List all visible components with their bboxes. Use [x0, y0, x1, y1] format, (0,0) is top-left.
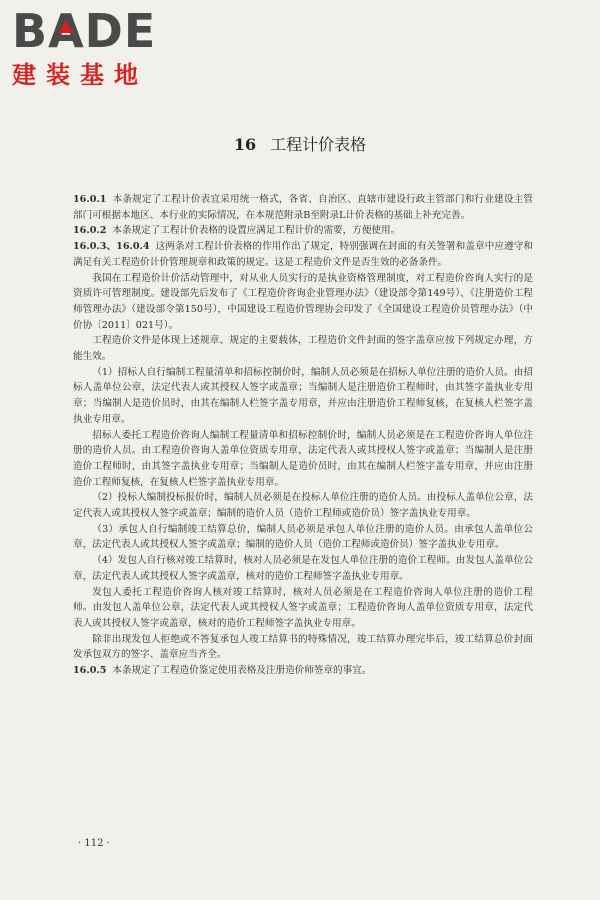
clause-text: 本条规定了工程造价鉴定使用表格及注册造价师签章的事宜。	[112, 665, 372, 677]
paragraph: 招标人委托工程造价咨询人编制工程量清单和招标控制价时，编制人员必须是在工程造价咨询人单位注册的造价人员。由工程造价咨询人盖单位资质专用章，法定代表人或其授权人签字或盖章；当编制人是注册造价工程师时，由其签字盖执业专用章；当编制人是造价员时，由其在编制人栏签字盖专用章，并应由注册造价工程师复核，在复核人栏签字盖执业专用章。	[73, 429, 533, 488]
paragraph: 工程造价文件是体现上述规章、规定的主要载体，工程造价文件封面的签字盖章应按下列规定办理，方能生效。	[73, 335, 533, 363]
clause-16-0-2	[73, 223, 533, 239]
logo-letters-de: DE	[84, 4, 157, 58]
clause-text: 这两条对工程计价表格的作用作出了规定，特别强调在封面的有关签署和盖章中应遵守和满足有关工程造价计价管理规章和政策的规定。这是工程造价文件是否生效的必备条件。	[73, 241, 534, 268]
logo-triangle-icon	[58, 21, 74, 33]
clause-16-0-1	[73, 192, 533, 223]
chapter-number: 16	[233, 135, 257, 154]
paragraph: （3）承包人自行编制竣工结算总价，编制人员必须是承包人单位注册的造价人员。由承包人盖单位公章，法定代表人或其授权人签字或盖章；编制的造价人员（造价工程师或造价员）签字盖执业专用章。	[73, 523, 533, 551]
chapter-heading	[0, 132, 600, 155]
paragraph: （1）招标人自行编制工程量清单和招标控制价时，编制人员必须是在招标人单位注册的造价人员。由招标人盖单位公章，法定代表人或其授权人签字或盖章；当编制人是注册造价工程师时，由其签字盖执业专用章；当编制人是造价员时，由其在编制人栏签字盖专用章，并应由注册造价工程师复核，在复核人栏签字盖执业专用章。	[73, 366, 533, 425]
clause-16-0-5	[73, 663, 533, 679]
paragraph: （4）发包人自行核对竣工结算时，核对人员必须是在发包人单位注册的造价工程师。由发包人盖单位公章，法定代表人或其授权人签字或盖章，核对的造价工程师签字盖执业专用章。	[73, 555, 533, 582]
clause-number: 16.0.1	[73, 194, 107, 205]
clause-text: 本条规定了工程计价表格的设置应满足工程计价的需要，方便使用。	[112, 225, 401, 237]
logo-wordmark	[12, 4, 192, 58]
logo-letter-b: B	[12, 4, 49, 58]
page-number: · 112 ·	[78, 838, 110, 849]
logo-letter-a: A	[48, 4, 85, 58]
paragraph: 除非出现发包人拒绝或不答复承包人竣工结算书的特殊情况，竣工结算办理完毕后，竣工结算总价封面发承包双方的签字、盖章应当齐全。	[73, 633, 533, 661]
chapter-title: 工程计价表格	[270, 135, 367, 154]
clause-number: 16.0.3、16.0.4	[73, 241, 150, 253]
paragraph: 发包人委托工程造价咨询人核对竣工结算时，核对人员必须是在工程造价咨询人单位注册的造价工程师。由发包人盖单位公章，法定代表人或其授权人签字或盖章；工程造价咨询人盖单位资质专用章，法定代表人或其授权人签字或盖章，核对的造价工程师签字盖执业专用章。	[73, 586, 533, 629]
body-text	[73, 192, 533, 679]
paragraph: （2）投标人编制投标报价时，编制人员必须是在投标人单位注册的造价人员。由投标人盖单位公章，法定代表人或其授权人签字或盖章；编制的造价人员（造价工程师或造价员）签字盖执业专用章。	[73, 492, 533, 520]
clause-16-0-3-4	[73, 239, 533, 270]
logo-subtitle: 建装基地	[12, 61, 148, 89]
clause-number: 16.0.2	[73, 225, 107, 237]
brand-logo	[12, 4, 192, 90]
paragraph: 我国在工程造价计价活动管理中，对从业人员实行的是执业资格管理制度，对工程造价咨询人实行的是资质许可管理制度。建设部先后发布了《工程造价咨询企业管理办法》（建设部令第149号）、《注册造价工程师管理办法》（建设部令第150号），中国建设工程造价管理协会印发了《全国建设工程造价员管理办法》（中价协〔2011〕021号）。	[73, 272, 533, 331]
clause-text: 本条规定了工程计价表宜采用统一格式，各省、自治区、直辖市建设行政主管部门和行业建设主管部门可根据本地区、本行业的实际情况，在本规范附录B至附录L计价表格的基础上补充完善。	[73, 194, 533, 221]
clause-number: 16.0.5	[73, 665, 107, 677]
